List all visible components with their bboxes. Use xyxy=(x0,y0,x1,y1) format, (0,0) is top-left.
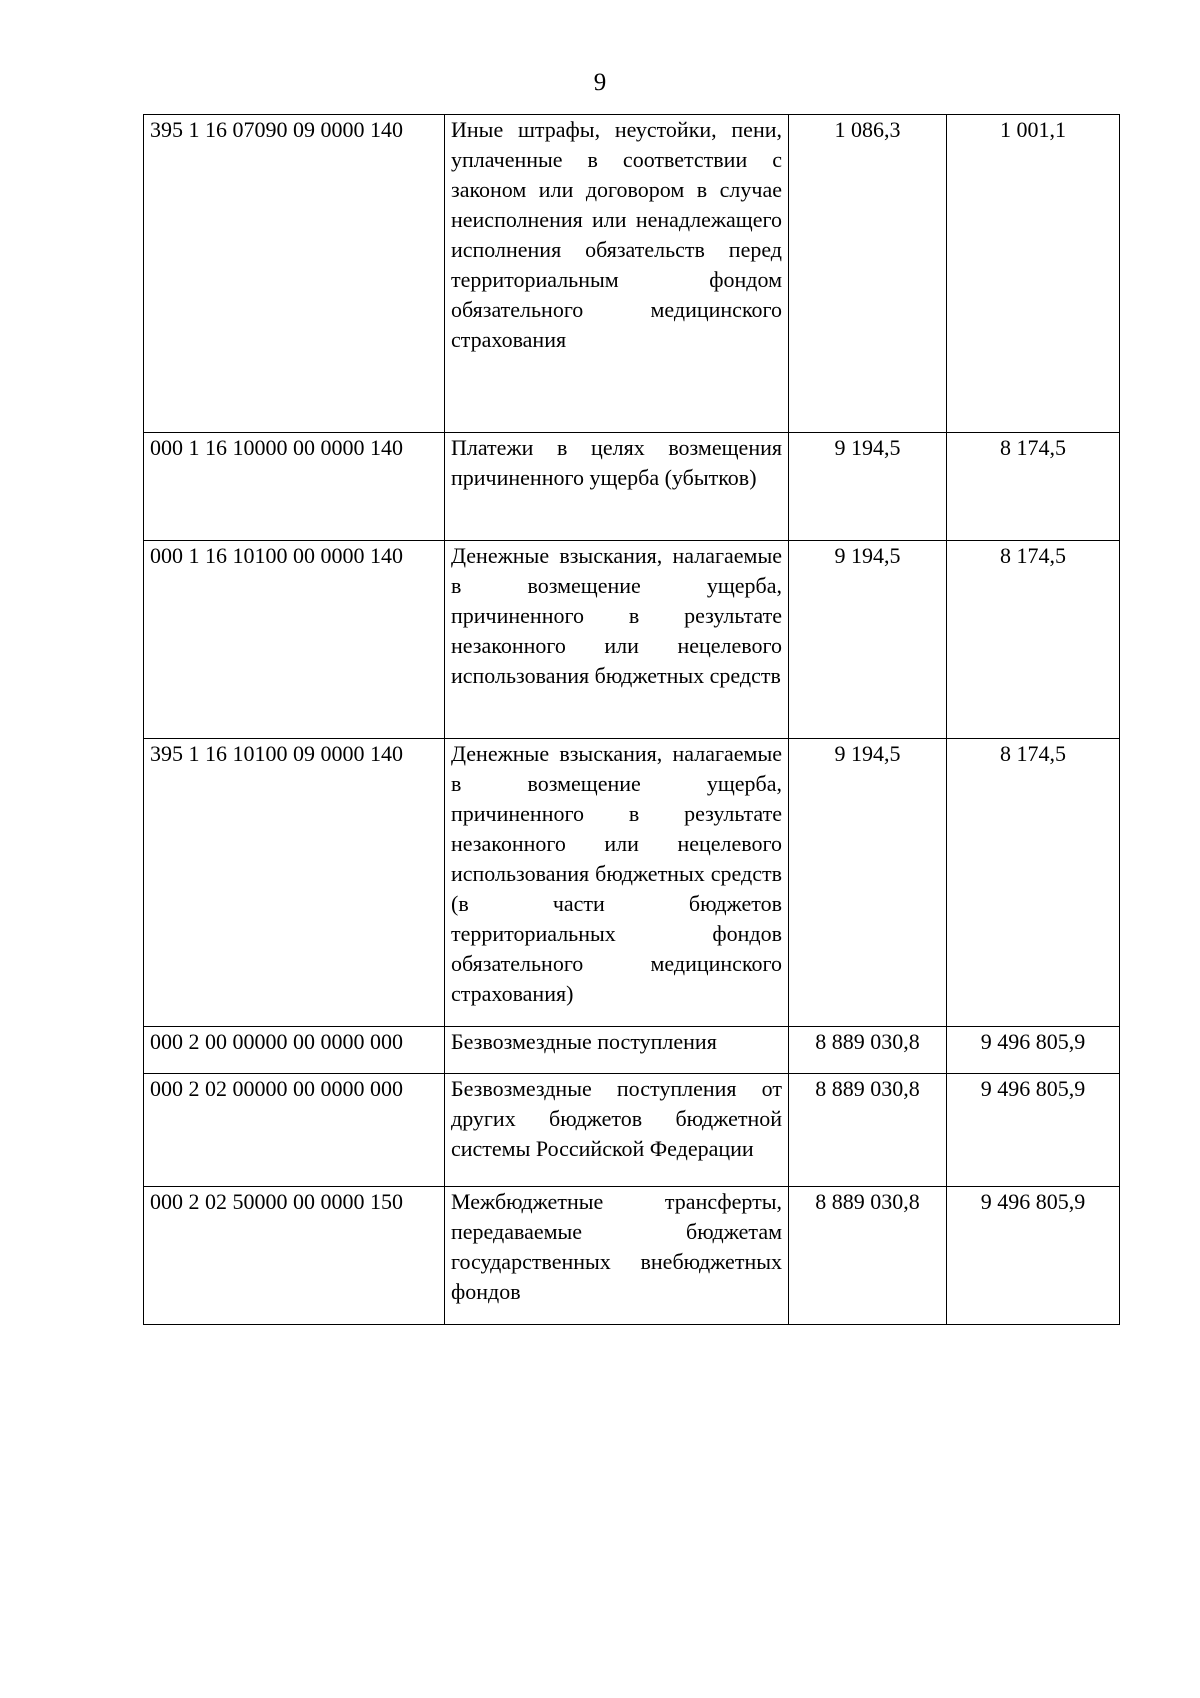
revenue-name-cell xyxy=(445,739,789,1027)
budget-code-cell: 000 2 02 00000 00 0000 000 xyxy=(144,1074,445,1187)
budget-code-cell: 395 1 16 07090 09 0000 140 xyxy=(144,115,445,433)
revenue-name-text: Платежи в целях возмещения причиненного ущерба (убытков) xyxy=(451,435,782,490)
revenue-name-cell xyxy=(445,1027,789,1074)
value-2-cell: 9 496 805,9 xyxy=(947,1027,1120,1074)
revenue-name-cell xyxy=(445,433,789,541)
value-2-cell: 8 174,5 xyxy=(947,433,1120,541)
value-1-cell: 9 194,5 xyxy=(789,433,947,541)
value-1-cell: 9 194,5 xyxy=(789,739,947,1027)
table-row xyxy=(144,115,1120,433)
budget-code-cell: 000 2 00 00000 00 0000 000 xyxy=(144,1027,445,1074)
table-row xyxy=(144,1187,1120,1325)
revenue-name-text: Денежные взыскания, налагаемые в возмещение ущерба, причиненного в результате незаконного или нецелевого использования бюджетных средств xyxy=(451,543,782,688)
page-number: 9 xyxy=(593,69,607,96)
revenue-name-cell xyxy=(445,1187,789,1325)
budget-code-cell: 395 1 16 10100 09 0000 140 xyxy=(144,739,445,1027)
value-2-cell: 1 001,1 xyxy=(947,115,1120,433)
budget-code-cell: 000 1 16 10100 00 0000 140 xyxy=(144,541,445,739)
table-row xyxy=(144,1027,1120,1074)
revenue-name-text: Межбюджетные трансферты, передаваемые бюджетам государственных внебюджетных фондов xyxy=(451,1189,782,1304)
revenue-name-cell xyxy=(445,1074,789,1187)
value-2-cell: 8 174,5 xyxy=(947,739,1120,1027)
value-2-cell: 9 496 805,9 xyxy=(947,1074,1120,1187)
table-row xyxy=(144,1074,1120,1187)
revenue-name-cell xyxy=(445,115,789,433)
revenue-name-text: Иные штрафы, неустойки, пени, уплаченные в соответствии с законом или договором в случае неисполнения или ненадлежащего исполнения обязательств перед территориальным фондом обязательного медицинского страхования xyxy=(451,117,782,352)
value-1-cell: 9 194,5 xyxy=(789,541,947,739)
budget-revenue-table xyxy=(143,114,1120,1325)
value-1-cell: 8 889 030,8 xyxy=(789,1074,947,1187)
value-2-cell: 8 174,5 xyxy=(947,541,1120,739)
table-row xyxy=(144,433,1120,541)
revenue-name-text: Денежные взыскания, налагаемые в возмещение ущерба, причиненного в результате незаконного или нецелевого использования бюджетных средств (в части бюджетов территориальных фондов обязательного медицинского страхования) xyxy=(451,741,782,1006)
table-row xyxy=(144,541,1120,739)
value-1-cell: 8 889 030,8 xyxy=(789,1027,947,1074)
value-2-cell: 9 496 805,9 xyxy=(947,1187,1120,1325)
value-1-cell: 8 889 030,8 xyxy=(789,1187,947,1325)
revenue-name-text: Безвозмездные поступления xyxy=(451,1029,717,1054)
value-1-cell: 1 086,3 xyxy=(789,115,947,433)
revenue-name-cell xyxy=(445,541,789,739)
table-row xyxy=(144,739,1120,1027)
revenue-name-text: Безвозмездные поступления от других бюджетов бюджетной системы Российской Федерации xyxy=(451,1076,782,1161)
budget-code-cell: 000 2 02 50000 00 0000 150 xyxy=(144,1187,445,1325)
budget-code-cell: 000 1 16 10000 00 0000 140 xyxy=(144,433,445,541)
